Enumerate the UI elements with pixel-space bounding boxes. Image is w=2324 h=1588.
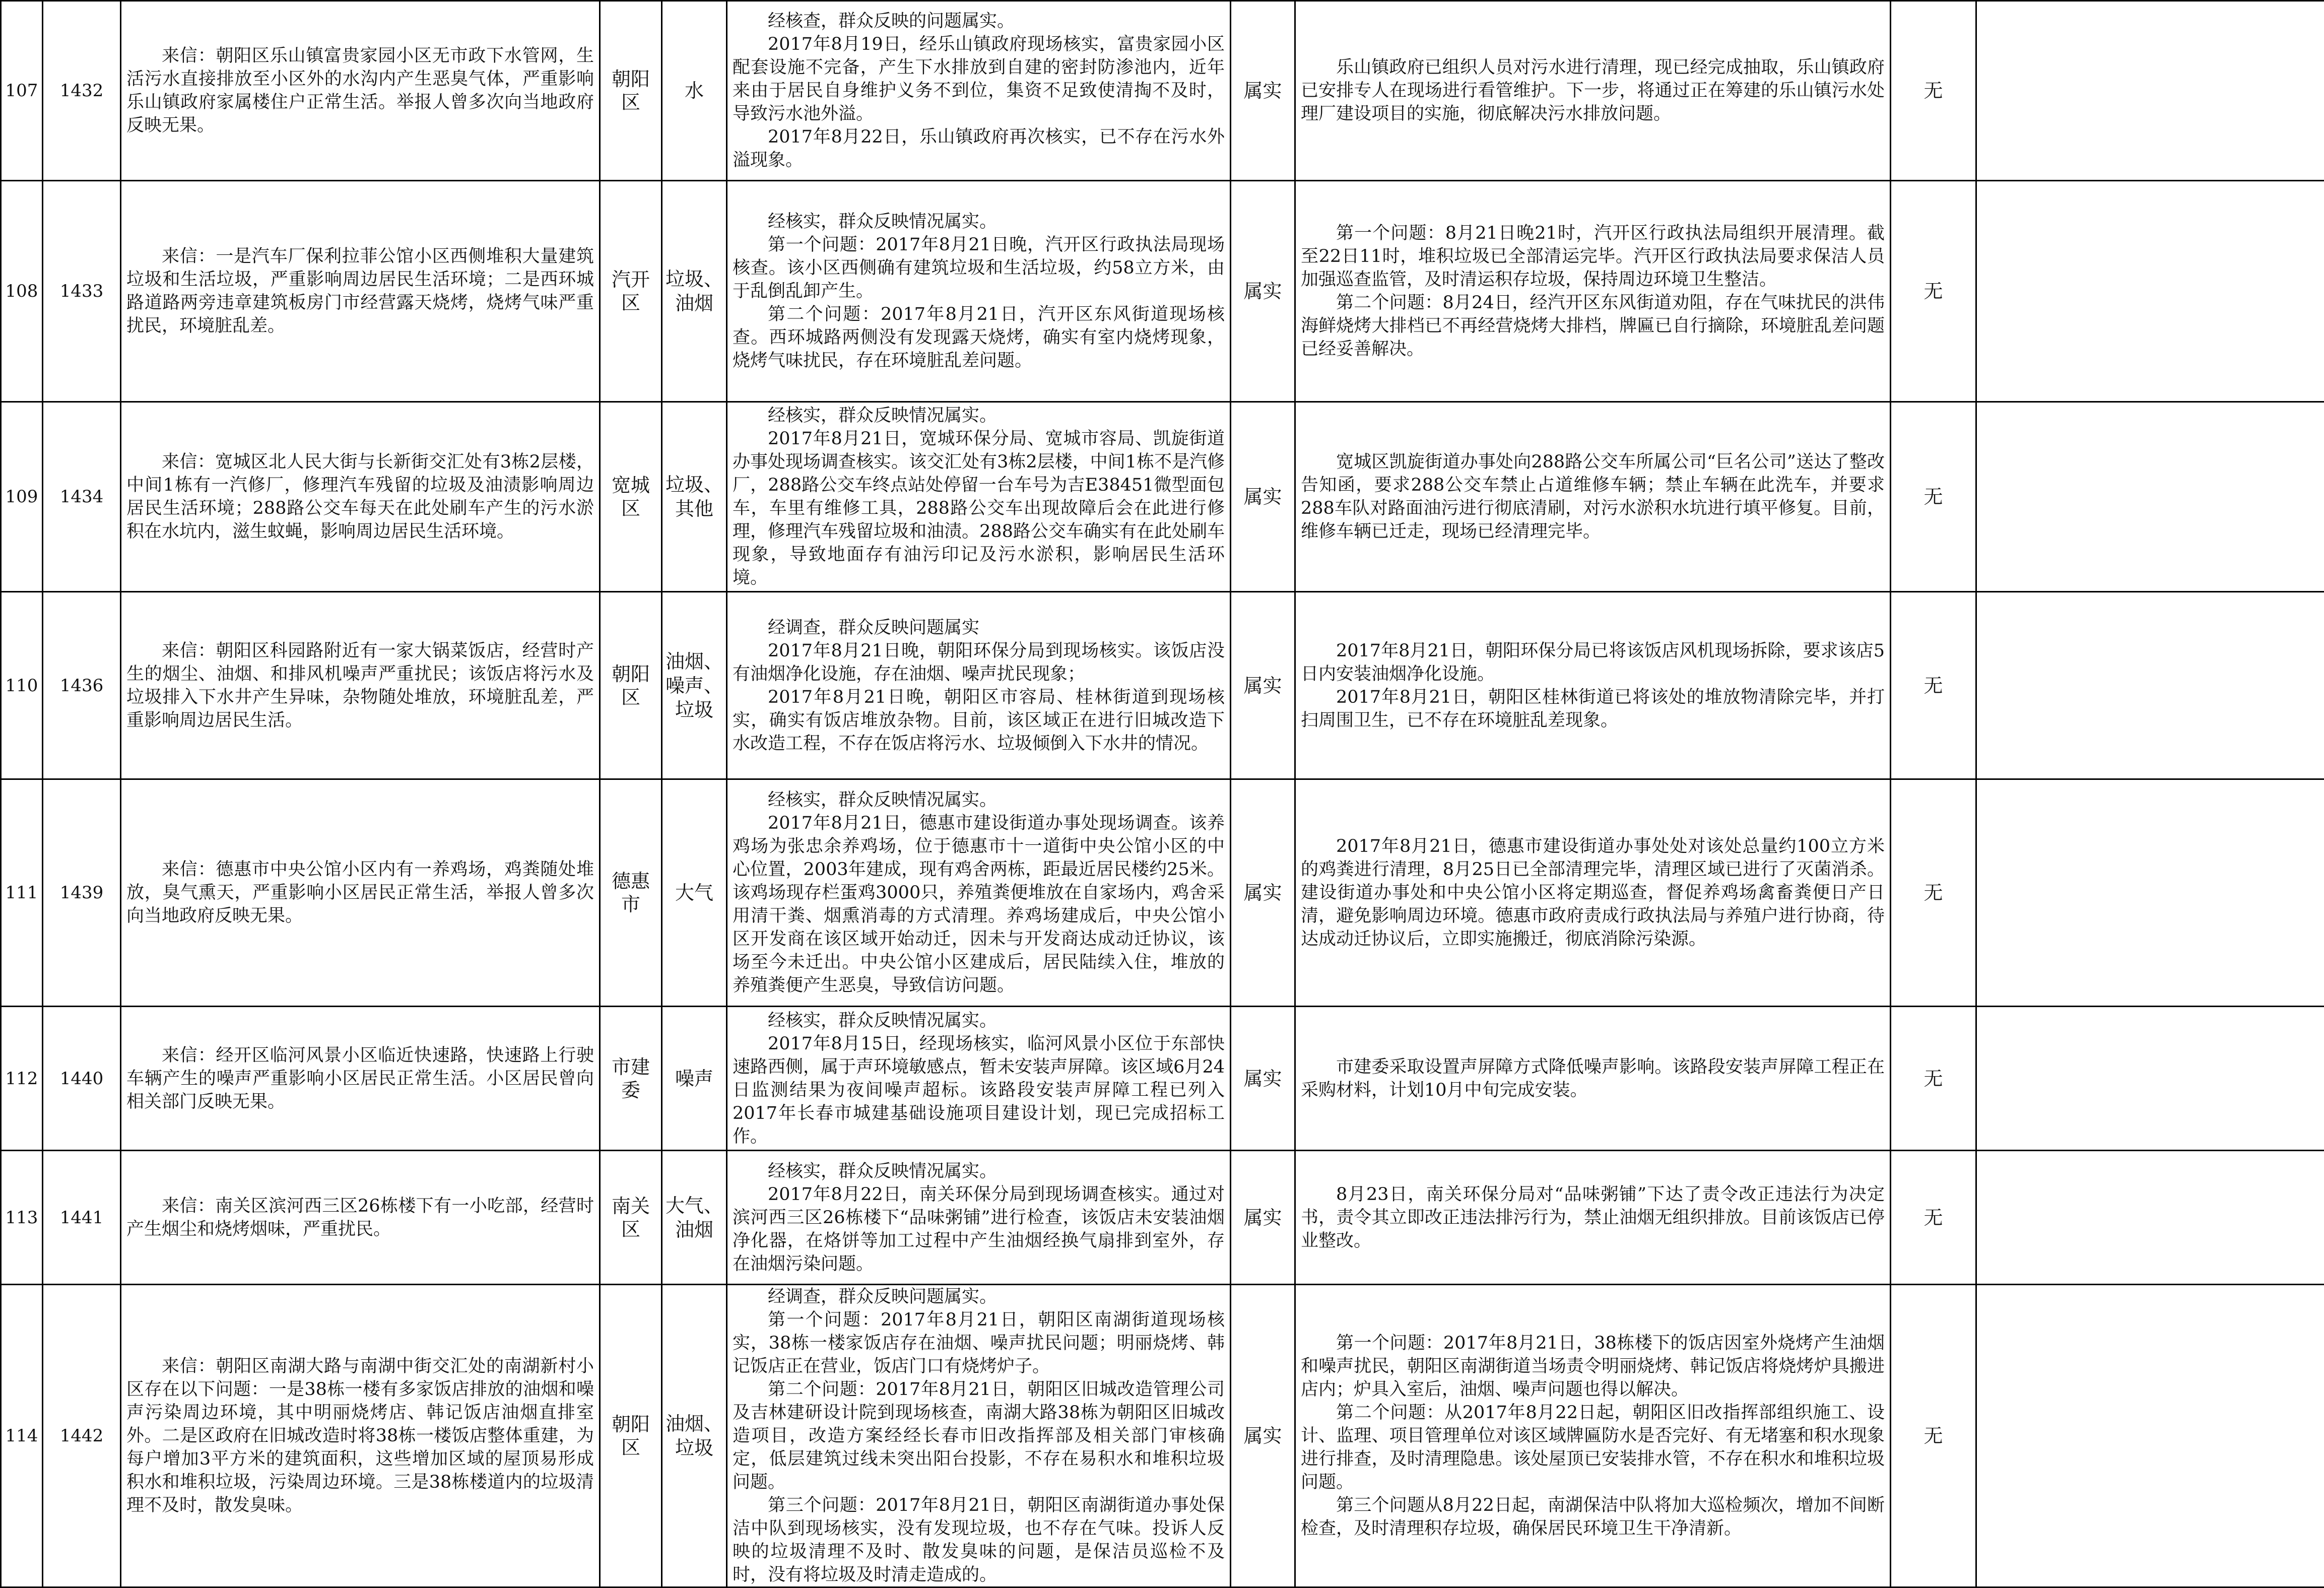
pollution-category: 水 xyxy=(662,1,727,181)
table-row xyxy=(1,181,2324,402)
table-row xyxy=(1,1007,2324,1151)
row-index: 113 xyxy=(1,1151,43,1285)
district: 朝阳区 xyxy=(600,1,662,181)
complaint-content xyxy=(121,402,600,592)
investigation-findings-paragraph: 2017年8月21日晚，朝阳区市容局、桂林街道到现场核实，确实有饭店堆放杂物。目前，该区域正在进行旧城改造下水改造工程，不存在饭店将污水、垃圾倾倒入下水井的情况。 xyxy=(733,686,1225,755)
note xyxy=(1976,1151,2324,1285)
handling-result-paragraph: 2017年8月21日，朝阳环保分局已将该饭店风机现场拆除，要求该店5日内安装油烟净化设施。 xyxy=(1301,639,1885,686)
investigation-findings-paragraph: 经核实，群众反映情况属实。 xyxy=(733,788,1225,812)
handling-result xyxy=(1295,1285,1891,1587)
case-number: 1439 xyxy=(43,779,121,1007)
handling-result xyxy=(1295,1007,1891,1151)
investigation-findings-paragraph: 经核实，群众反映情况属实。 xyxy=(733,1160,1225,1183)
handling-result-paragraph: 第三个问题从8月22日起，南湖保洁中队将加大巡检频次，增加不间断检查，及时清理积存垃圾，确保居民环境卫生干净清新。 xyxy=(1301,1494,1885,1540)
investigation-findings-paragraph: 第一个问题：2017年8月21日，朝阳区南湖街道现场核实，38栋一楼家饭店存在油烟、噪声扰民问题；明丽烧烤、韩记饭店正在营业，饭店门口有烧烤炉子。 xyxy=(733,1308,1225,1378)
accountability: 无 xyxy=(1891,402,1976,592)
verdict: 属实 xyxy=(1231,779,1295,1007)
handling-result xyxy=(1295,1151,1891,1285)
note xyxy=(1976,181,2324,402)
investigation-findings-paragraph: 经核实，群众反映情况属实。 xyxy=(733,404,1225,427)
case-number: 1442 xyxy=(43,1285,121,1587)
complaint-text: 来信：德惠市中央公馆小区内有一养鸡场，鸡粪随处堆放，臭气熏天，严重影响小区居民正常生活，举报人曾多次向当地政府反映无果。 xyxy=(126,858,594,928)
pollution-category: 垃圾、油烟 xyxy=(662,181,727,402)
investigation-findings-paragraph: 经调查，群众反映问题属实。 xyxy=(733,1285,1225,1308)
investigation-findings-paragraph: 第二个问题：2017年8月21日，朝阳区旧城改造管理公司及吉林建研设计院到现场核查，南湖大路38栋为朝阳区旧城改造项目，改造方案经经长春市旧改指挥部及相关部门审核确定，低层建筑过线未突出阳台投影，不存在易积水和堆积垃圾问题。 xyxy=(733,1378,1225,1494)
accountability: 无 xyxy=(1891,1285,1976,1587)
verdict: 属实 xyxy=(1231,1007,1295,1151)
verdict: 属实 xyxy=(1231,592,1295,779)
verdict: 属实 xyxy=(1231,1285,1295,1587)
investigation-findings-paragraph: 经核实，群众反映情况属实。 xyxy=(733,210,1225,233)
handling-result-paragraph: 第一个问题：8月21日晚21时，汽开区行政执法局组织开展清理。截至22日11时，堆积垃圾已全部清运完毕。汽开区行政执法局要求保洁人员加强巡查监管，及时清运积存垃圾，保持周边环境卫生整洁。 xyxy=(1301,222,1885,291)
complaint-content xyxy=(121,592,600,779)
case-number: 1434 xyxy=(43,402,121,592)
row-index: 114 xyxy=(1,1285,43,1587)
note xyxy=(1976,779,2324,1007)
table-row xyxy=(1,592,2324,779)
case-number: 1432 xyxy=(43,1,121,181)
complaint-text: 来信：南关区滨河西三区26栋楼下有一小吃部，经营时产生烟尘和烧烤烟味，严重扰民。 xyxy=(126,1195,594,1241)
investigation-findings-paragraph: 第一个问题：2017年8月21日晚，汽开区行政执法局现场核查。该小区西侧确有建筑垃圾和生活垃圾，约58立方米，由于乱倒乱卸产生。 xyxy=(733,233,1225,303)
investigation-findings xyxy=(727,592,1231,779)
investigation-findings xyxy=(727,181,1231,402)
row-index: 112 xyxy=(1,1007,43,1151)
investigation-findings-paragraph: 2017年8月21日，宽城环保分局、宽城市容局、凯旋街道办事处现场调查核实。该交汇处有3栋2层楼，中间1栋不是汽修厂，288路公交车终点站处停留一台车号为吉E38451微型面包车，车里有维修工具，288路公交车出现故障后会在此进行修理，修理汽车残留垃圾和油渍。288路公交车确实有在此处刷车现象，导致地面存有油污印记及污水淤积，影响居民生活环境。 xyxy=(733,427,1225,589)
district: 市建委 xyxy=(600,1007,662,1151)
investigation-findings-paragraph: 2017年8月22日，乐山镇政府再次核实，已不存在污水外溢现象。 xyxy=(733,125,1225,172)
table-row xyxy=(1,779,2324,1007)
district: 朝阳区 xyxy=(600,1285,662,1587)
pollution-category: 油烟、垃圾 xyxy=(662,1285,727,1587)
investigation-findings xyxy=(727,1,1231,181)
note xyxy=(1976,402,2324,592)
note xyxy=(1976,1007,2324,1151)
case-number: 1441 xyxy=(43,1151,121,1285)
pollution-category: 油烟、噪声、垃圾 xyxy=(662,592,727,779)
table-row xyxy=(1,1285,2324,1587)
handling-result-paragraph: 市建委采取设置声屏障方式降低噪声影响。该路段安装声屏障工程正在采购材料，计划10月中旬完成安装。 xyxy=(1301,1055,1885,1102)
investigation-findings xyxy=(727,1007,1231,1151)
table-row xyxy=(1,1,2324,181)
note xyxy=(1976,1,2324,181)
complaint-text: 来信：朝阳区南湖大路与南湖中街交汇处的南湖新村小区存在以下问题：一是38栋一楼有多家饭店排放的油烟和噪声污染周边环境，其中明丽烧烤店、韩记饭店油烟直排室外。二是区政府在旧城改造时将38栋一楼饭店整体重建，为每户增加3平方米的建筑面积，这些增加区域的屋顶易形成积水和堆积垃圾，污染周边环境。三是38栋楼道内的垃圾清理不及时，散发臭味。 xyxy=(126,1355,594,1517)
complaint-content xyxy=(121,779,600,1007)
district: 汽开区 xyxy=(600,181,662,402)
case-number: 1436 xyxy=(43,592,121,779)
investigation-findings xyxy=(727,1151,1231,1285)
table-body xyxy=(1,1,2324,1587)
handling-result-paragraph: 乐山镇政府已组织人员对污水进行清理，现已经完成抽取，乐山镇政府已安排专人在现场进行看管维护。下一步，将通过正在筹建的乐山镇污水处理厂建设项目的实施，彻底解决污水排放问题。 xyxy=(1301,56,1885,125)
note xyxy=(1976,592,2324,779)
row-index: 111 xyxy=(1,779,43,1007)
row-index: 107 xyxy=(1,1,43,181)
investigation-findings-paragraph: 第二个问题：2017年8月21日，汽开区东风街道现场核查。西环城路两侧没有发现露天烧烤，确实有室内烧烤现象，烧烤气味扰民，存在环境脏乱差问题。 xyxy=(733,303,1225,372)
verdict: 属实 xyxy=(1231,1151,1295,1285)
handling-result-paragraph: 第一个问题：2017年8月21日，38栋楼下的饭店因室外烧烤产生油烟和噪声扰民，朝阳区南湖街道当场责令明丽烧烤、韩记饭店将烧烤炉具搬进店内；炉具入室后，油烟、噪声问题也得以解决。 xyxy=(1301,1332,1885,1401)
investigation-findings-paragraph: 2017年8月15日，经现场核实，临河风景小区位于东部快速路西侧，属于声环境敏感点，暂未安装声屏障。该区域6月24日监测结果为夜间噪声超标。该路段安装声屏障工程已列入2017年长春市城建基础设施项目建设计划，现已完成招标工作。 xyxy=(733,1032,1225,1148)
complaint-text: 来信：经开区临河风景小区临近快速路，快速路上行驶车辆产生的噪声严重影响小区居民正常生活。小区居民曾向相关部门反映无果。 xyxy=(126,1044,594,1113)
accountability: 无 xyxy=(1891,779,1976,1007)
row-index: 110 xyxy=(1,592,43,779)
investigation-findings-paragraph: 经核查，群众反映的问题属实。 xyxy=(733,10,1225,33)
accountability: 无 xyxy=(1891,181,1976,402)
complaint-content xyxy=(121,1151,600,1285)
investigation-findings-paragraph: 2017年8月21日晚，朝阳环保分局到现场核实。该饭店没有油烟净化设施，存在油烟、噪声扰民现象； xyxy=(733,639,1225,686)
pollution-category: 噪声 xyxy=(662,1007,727,1151)
handling-result xyxy=(1295,779,1891,1007)
complaint-text: 来信：朝阳区乐山镇富贵家园小区无市政下水管网，生活污水直接排放至小区外的水沟内产生恶臭气体，严重影响乐山镇政府家属楼住户正常生活。举报人曾多次向当地政府反映无果。 xyxy=(126,44,594,137)
complaint-content xyxy=(121,1285,600,1587)
row-index: 108 xyxy=(1,181,43,402)
district: 南关区 xyxy=(600,1151,662,1285)
pollution-category: 垃圾、其他 xyxy=(662,402,727,592)
complaint-text: 来信：宽城区北人民大街与长新街交汇处有3栋2层楼，中间1栋有一汽修厂，修理汽车残留的垃圾及油渍影响周边居民生活环境；288路公交车每天在此处刷车产生的污水淤积在水坑内，滋生蚊蝇，影响周边居民生活环境。 xyxy=(126,450,594,543)
handling-result-paragraph: 2017年8月21日，朝阳区桂林街道已将该处的堆放物清除完毕，并打扫周围卫生，已不存在环境脏乱差现象。 xyxy=(1301,686,1885,732)
accountability: 无 xyxy=(1891,1007,1976,1151)
investigation-findings-paragraph: 经核实，群众反映情况属实。 xyxy=(733,1009,1225,1032)
case-number: 1433 xyxy=(43,181,121,402)
note xyxy=(1976,1285,2324,1587)
handling-result xyxy=(1295,181,1891,402)
handling-result xyxy=(1295,1,1891,181)
investigation-findings xyxy=(727,779,1231,1007)
complaint-text: 来信：朝阳区科园路附近有一家大锅菜饭店，经营时产生的烟尘、油烟、和排风机噪声严重扰民；该饭店将污水及垃圾排入下水井产生异味，杂物随处堆放，环境脏乱差，严重影响周边居民生活。 xyxy=(126,639,594,732)
case-number: 1440 xyxy=(43,1007,121,1151)
complaint-content xyxy=(121,1007,600,1151)
complaint-content xyxy=(121,1,600,181)
row-index: 109 xyxy=(1,402,43,592)
verdict: 属实 xyxy=(1231,402,1295,592)
handling-result-paragraph: 第二个问题：8月24日，经汽开区东风街道劝阻，存在气味扰民的洪伟海鲜烧烤大排档已不再经营烧烤大排档，牌匾已自行摘除，环境脏乱差问题已经妥善解决。 xyxy=(1301,291,1885,361)
investigation-findings xyxy=(727,402,1231,592)
pollution-category: 大气、油烟 xyxy=(662,1151,727,1285)
handling-result xyxy=(1295,402,1891,592)
accountability: 无 xyxy=(1891,592,1976,779)
complaint-text: 来信：一是汽车厂保利拉菲公馆小区西侧堆积大量建筑垃圾和生活垃圾，严重影响周边居民生活环境；二是西环城路道路两旁违章建筑板房门市经营露天烧烤，烧烤气味严重扰民，环境脏乱差。 xyxy=(126,245,594,338)
investigation-findings-paragraph: 2017年8月19日，经乐山镇政府现场核实，富贵家园小区配套设施不完备，产生下水排放到自建的密封防渗池内，近年来由于居民自身维护义务不到位，集资不足致使清掏不及时，导致污水池外溢。 xyxy=(733,33,1225,125)
verdict: 属实 xyxy=(1231,181,1295,402)
investigation-findings-paragraph: 2017年8月21日，德惠市建设街道办事处现场调查。该养鸡场为张忠余养鸡场，位于德惠市十一道街中央公馆小区的中心位置，2003年建成，现有鸡舍两栋，距最近居民楼约25米。该鸡场现存栏蛋鸡3000只，养殖粪便堆放在自家场内，鸡舍采用清干粪、烟熏消毒的方式清理。养鸡场建成后，中央公馆小区开发商在该区域开始动迁，因未与开发商达成动迁协议，该场至今未迁出。中央公馆小区建成后，居民陆续入住，堆放的养殖粪便产生恶臭，导致信访问题。 xyxy=(733,812,1225,997)
handling-result-paragraph: 8月23日，南关环保分局对“品味粥铺”下达了责令改正违法行为决定书，责令其立即改正违法排污行为，禁止油烟无组织排放。目前该饭店已停业整改。 xyxy=(1301,1183,1885,1252)
handling-result xyxy=(1295,592,1891,779)
district: 朝阳区 xyxy=(600,592,662,779)
accountability: 无 xyxy=(1891,1151,1976,1285)
complaint-content xyxy=(121,181,600,402)
district: 德惠市 xyxy=(600,779,662,1007)
investigation-findings-paragraph: 2017年8月22日，南关环保分局到现场调查核实。通过对滨河西三区26栋楼下“品味粥铺”进行检查，该饭店未安装油烟净化器，在烙饼等加工过程中产生油烟经换气扇排到室外，存在油烟污染问题。 xyxy=(733,1183,1225,1276)
accountability: 无 xyxy=(1891,1,1976,181)
table-row xyxy=(1,402,2324,592)
pollution-category: 大气 xyxy=(662,779,727,1007)
investigation-findings-paragraph: 第三个问题：2017年8月21日，朝阳区南湖街道办事处保洁中队到现场核实，没有发现垃圾，也不存在气味。投诉人反映的垃圾清理不及时、散发臭味的问题，是保洁员巡检不及时，没有将垃圾及时清走造成的。 xyxy=(733,1494,1225,1586)
district: 宽城区 xyxy=(600,402,662,592)
table-row xyxy=(1,1151,2324,1285)
handling-result-paragraph: 2017年8月21日，德惠市建设街道办事处处对该处总量约100立方米的鸡粪进行清理，8月25日已全部清理完毕，清理区域已进行了灭菌消杀。建设街道办事处和中央公馆小区将定期巡查，督促养鸡场禽畜粪便日产日清，避免影响周边环境。德惠市政府责成行政执法局与养殖户进行协商，待达成动迁协议后，立即实施搬迁，彻底消除污染源。 xyxy=(1301,835,1885,951)
investigation-findings xyxy=(727,1285,1231,1587)
handling-result-paragraph: 第二个问题：从2017年8月22日起，朝阳区旧改指挥部组织施工、设计、监理、项目管理单位对该区域牌匾防水是否完好、有无堵塞和积水现象进行排查，及时清理隐患。该处屋顶已安装排水管，不存在积水和堆积垃圾问题。 xyxy=(1301,1401,1885,1494)
investigation-findings-paragraph: 经调查，群众反映问题属实 xyxy=(733,616,1225,639)
handling-result-paragraph: 宽城区凯旋街道办事处向288路公交车所属公司“巨名公司”送达了整改告知函，要求288公交车禁止占道维修车辆；禁止车辆在此洗车，并要求288车队对路面油污进行彻底清刷，对污水淤积水坑进行填平修复。目前，维修车辆已迁走，现场已经清理完毕。 xyxy=(1301,450,1885,543)
verdict: 属实 xyxy=(1231,1,1295,181)
